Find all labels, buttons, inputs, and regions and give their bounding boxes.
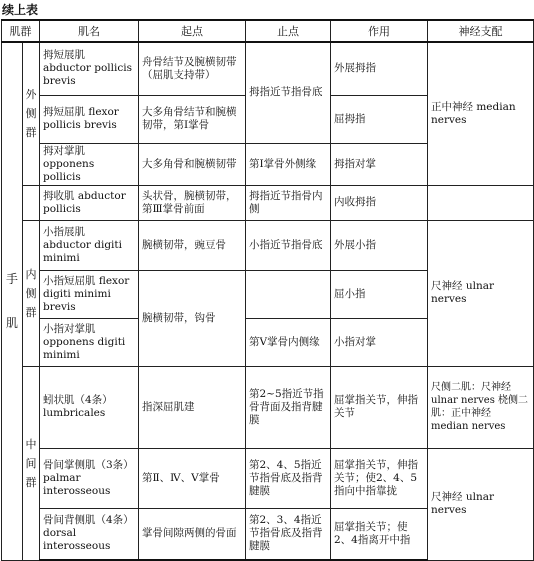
muscle-name: 骨间背侧肌（4条）dorsal interosseous [40,508,139,560]
origin-cell: 指深屈肌建 [139,366,246,448]
action-cell: 内收拇指 [331,185,428,220]
insertion-cell: 第Ⅰ掌骨外侧缘 [246,143,331,185]
muscle-name: 小指展肌 abductor digiti minimi [40,220,139,270]
blank-insertion-cell [246,270,331,318]
origin-cell: 第Ⅱ、Ⅳ、Ⅴ掌骨 [139,448,246,508]
action-cell: 拇指对掌 [331,143,428,185]
origin-cell: 大多角骨和腕横韧带 [139,143,246,185]
muscle-name: 蚓状肌（4条）lumbricales [40,366,139,448]
insertion-cell: 第Ⅴ掌骨内侧缘 [246,318,331,366]
main-group-cell [2,42,23,560]
header-action: 作用 [331,20,428,42]
muscle-name: 骨间掌侧肌（3条）palmar interosseous [40,448,139,508]
subgroup-medial-cell [23,220,40,366]
origin-cell: 掌骨间隙两侧的骨面 [139,508,246,560]
insertion-cell: 拇指近节指骨底 [246,42,331,143]
table-row [2,220,534,270]
main-group-label: 手肌 [6,272,19,331]
muscle-name: 拇短展肌 abductor pollicis brevis [40,42,139,95]
action-cell: 屈掌指关节；使2、4指离开中指 [331,508,428,560]
origin-cell: 头状骨，腕横韧带，第Ⅲ掌骨前面 [139,185,246,220]
insertion-cell: 小指近节指骨底 [246,220,331,270]
insertion-cell: 第2~5指近节指骨背面及指背腱膜 [246,366,331,448]
origin-cell: 大多角骨结节和腕横韧带，第Ⅰ掌骨 [139,95,246,143]
action-cell: 外展小指 [331,220,428,270]
subgroup-middle-label: 中间群 [25,437,37,489]
muscle-name: 小指短屈肌 flexor digiti minimi brevis [40,270,139,318]
blank-group-cell [23,185,40,220]
action-cell: 屈拇指 [331,95,428,143]
subgroup-lateral-cell [23,42,40,185]
table-header-row [2,20,534,42]
insertion-cell: 第2、3、4指近节指骨底及指背腱膜 [246,508,331,560]
table-row [2,185,534,220]
header-muscle-name: 肌名 [40,20,139,42]
action-cell: 屈掌指关节，伸指关节；使2、4、5指向中指靠拢 [331,448,428,508]
action-cell: 小指对掌 [331,318,428,366]
insertion-cell: 拇指近节指骨内侧 [246,185,331,220]
header-insertion: 止点 [246,20,331,42]
header-nerve: 神经支配 [428,20,534,42]
muscle-name: 拇收肌 abductor pollicis [40,185,139,220]
table-caption: 续上表 [2,3,39,17]
origin-cell: 腕横韧带，豌豆骨 [139,220,246,270]
table-row [2,366,534,448]
nerve-cell: 尺神经 ulnar nerves [428,448,534,560]
table-row [2,42,534,95]
nerve-cell: 正中神经 median nerves [428,42,534,185]
muscle-name: 拇短屈肌 flexor pollicis brevis [40,95,139,143]
nerve-cell: 尺侧二肌：尺神经 ulnar nerves 桡侧二肌：正中神经 median nerves [428,366,534,448]
action-cell: 屈小指 [331,270,428,318]
subgroup-medial-label: 内侧群 [25,267,37,319]
header-muscle-group: 肌群 [2,20,40,42]
insertion-cell: 第2、4、5指近节指骨底及指背腱膜 [246,448,331,508]
origin-cell: 腕横韧带，钩骨 [139,270,246,366]
hand-muscles-table [1,19,534,561]
subgroup-lateral-label: 外侧群 [25,88,37,140]
action-cell: 外展拇指 [331,42,428,95]
header-origin: 起点 [139,20,246,42]
origin-cell: 舟骨结节及腕横韧带（屈肌支持带） [139,42,246,95]
action-cell: 屈掌指关节，伸指关节 [331,366,428,448]
blank-nerve-cell [428,185,534,220]
nerve-cell: 尺神经 ulnar nerves [428,220,534,366]
muscle-name: 拇对掌肌 opponens pollicis [40,143,139,185]
subgroup-middle-cell [23,366,40,560]
muscle-name: 小指对掌肌 opponens digiti minimi [40,318,139,366]
table-row [2,448,534,508]
